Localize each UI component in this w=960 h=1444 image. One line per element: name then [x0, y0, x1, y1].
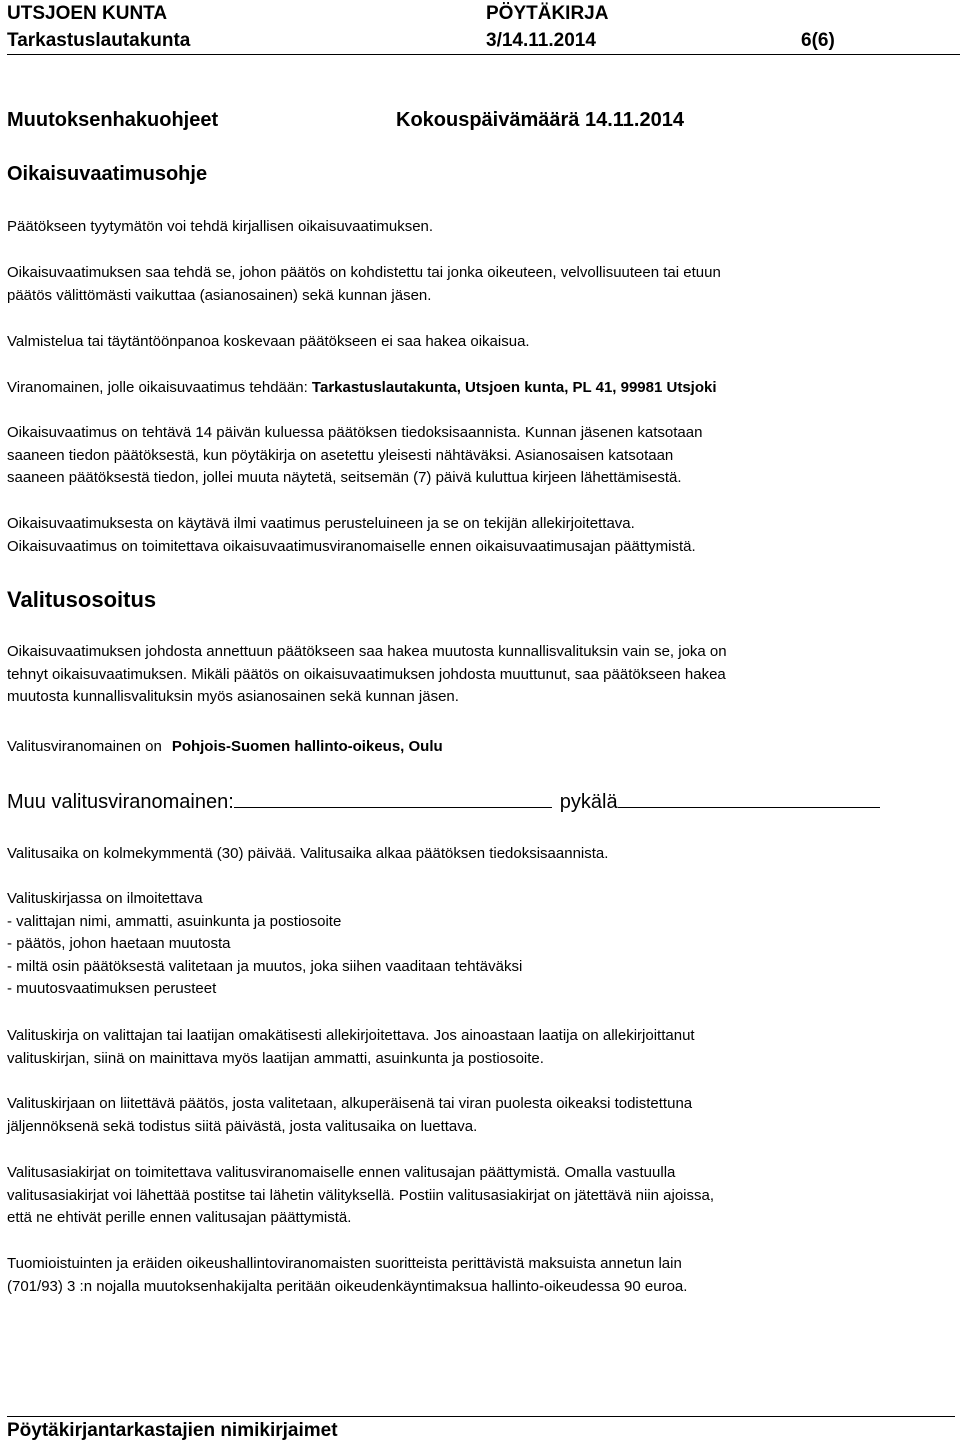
list-item: - muutosvaatimuksen perusteet	[7, 980, 217, 997]
paragraph: Valmistelua tai täytäntöönpanoa koskevaan päätökseen ei saa hakea oikaisua.	[7, 333, 530, 350]
header-row-2	[7, 30, 955, 52]
paragraph-line: jäljennöksenä sekä todistus siitä päivästä, josta valitusaika on luettava.	[7, 1117, 478, 1135]
paragraph-line: Oikaisuvaatimus on toimitettava oikaisuvaatimusviranomaiselle ennen oikaisuvaatimusajan päättymistä.	[7, 537, 696, 555]
doc-type: PÖYTÄKIRJA	[486, 3, 609, 24]
paragraph-line: valitusasiakirjat voi lähettää postitse tai lähetin välityksellä. Postiin valitusasiakirjat on jätettävä niin ajoissa,	[7, 1186, 715, 1204]
section-title-oikaisuvaatimusohje: Oikaisuvaatimusohje	[7, 163, 208, 185]
other-authority-line	[7, 789, 880, 814]
list-heading: Valituskirjassa on ilmoitettava	[7, 890, 203, 907]
section-number-label: pykälä	[559, 791, 618, 813]
appeal-authority-value: Pohjois-Suomen hallinto-oikeus, Oulu	[171, 738, 443, 755]
subheader-left: Muutoksenhakuohjeet	[7, 109, 219, 131]
paragraph-line: Valituskirja on valittajan tai laatijan omakätisesti allekirjoitettava. Jos ainoastaan laatija on allekirjoittanut	[7, 1027, 695, 1044]
list-item: - päätös, johon haetaan muutosta	[7, 935, 231, 952]
paragraph-line: tehnyt oikaisuvaatimuksen. Mikäli päätös on oikaisuvaatimuksen johdosta muuttunut, saa päätökseen hakea	[7, 665, 726, 683]
paragraph-authority	[7, 377, 717, 400]
paragraph	[7, 422, 702, 490]
org-name: UTSJOEN KUNTA	[7, 3, 168, 24]
paragraph-line: että ne ehtivät perille ennen valitusajan päättymistä.	[7, 1209, 352, 1226]
paragraph-line: valituskirjan, siinä on mainittava myös laatijan ammatti, asuinkunta ja postiosoite.	[7, 1049, 544, 1067]
authority-value: Tarkastuslautakunta, Utsjoen kunta, PL 41, 99981 Utsjoki	[311, 379, 717, 396]
signature-rule	[7, 1416, 955, 1417]
paragraph-line: muutosta kunnallisvalituksin myös asianosainen sekä kunnan jäsen.	[7, 688, 459, 705]
paragraph	[7, 641, 727, 709]
paragraph-line: Oikaisuvaatimuksen saa tehdä se, johon päätös on kohdistettu tai jonka oikeuteen, velvollisuuteen tai etuun	[7, 264, 721, 281]
other-authority-blank[interactable]	[234, 789, 552, 808]
paragraph-line: Valitusasiakirjat on toimitettava valitusviranomaiselle ennen valitusajan päättymistä. Omalla vastuulla	[7, 1164, 676, 1181]
appeal-authority-line	[7, 736, 443, 759]
header-row-1	[7, 3, 955, 25]
signature-label: Pöytäkirjantarkastajien nimikirjaimet	[7, 1420, 338, 1441]
paragraph-line: Oikaisuvaatimuksesta on käytävä ilmi vaatimus perusteluineen ja se on tekijän allekirjoitettava.	[7, 515, 635, 532]
paragraph-line: Oikaisuvaatimus on tehtävä 14 päivän kuluessa päätöksen tiedoksisaannista. Kunnan jäsenen katsotaan	[7, 424, 703, 441]
other-authority-label: Muu valitusviranomainen:	[7, 791, 234, 813]
paragraph	[7, 262, 721, 307]
list-item: - valittajan nimi, ammatti, asuinkunta ja postiosoite	[7, 912, 342, 930]
paragraph-line: saaneen tiedon päätöksestä, kun pöytäkirja on asetettu yleisesti nähtäväksi. Asianosaisen katsotaan	[7, 446, 674, 464]
meeting-number: 3/14.11.2014	[486, 30, 596, 51]
paragraph	[7, 1025, 695, 1070]
page-number: 6(6)	[801, 30, 835, 51]
subheader	[7, 108, 955, 132]
paragraph	[7, 513, 696, 558]
paragraph-line: saaneen päätöksestä tiedon, jollei muuta näytetä, seitsemän (7) päivä kuluttua kirjeen lähettämisestä.	[7, 469, 682, 486]
committee-name: Tarkastuslautakunta	[7, 30, 191, 51]
paragraph	[7, 1093, 692, 1138]
header-rule	[7, 54, 960, 55]
meeting-date: Kokouspäivämäärä 14.11.2014	[396, 109, 684, 131]
paragraph	[7, 1253, 687, 1298]
authority-prefix: Viranomainen, jolle oikaisuvaatimus tehdään:	[7, 379, 312, 396]
paragraph	[7, 1162, 714, 1230]
paragraph-line: päätös välittömästi vaikuttaa (asianosainen) sekä kunnan jäsen.	[7, 286, 432, 304]
requirements-list	[7, 888, 522, 1001]
paragraph: Päätökseen tyytymätön voi tehdä kirjallisen oikaisuvaatimuksen.	[7, 218, 434, 235]
paragraph-line: Tuomioistuinten ja eräiden oikeushallintoviranomaisten suoritteista perittävistä maksuista annetun lain	[7, 1255, 682, 1272]
paragraph-line: (701/93) 3 :n nojalla muutoksenhakijalta peritään oikeudenkäyntimaksua hallinto-oikeudessa 90 euroa.	[7, 1277, 688, 1295]
paragraph: Valitusaika on kolmekymmentä (30) päivää. Valitusaika alkaa päätöksen tiedoksisaannista.	[7, 845, 609, 862]
appeal-authority-label: Valitusviranomainen on	[7, 738, 162, 755]
section-title-valitusosoitus: Valitusosoitus	[7, 587, 157, 612]
paragraph-line: Oikaisuvaatimuksen johdosta annettuun päätökseen saa hakea muutosta kunnallisvalituksin vain se, joka on	[7, 643, 727, 660]
paragraph-line: Valituskirjaan on liitettävä päätös, josta valitetaan, alkuperäisenä tai viran puolesta oikeaksi todistettuna	[7, 1095, 693, 1112]
list-item: - miltä osin päätöksestä valitetaan ja muutos, joka siihen vaaditaan tehtäväksi	[7, 957, 523, 975]
section-number-blank[interactable]	[618, 789, 880, 808]
